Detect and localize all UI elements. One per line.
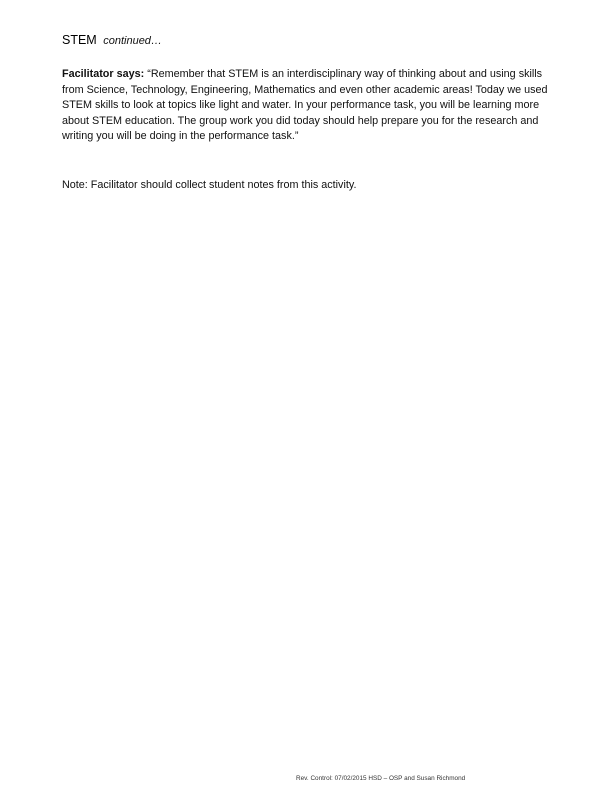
- facilitator-paragraph: [62, 67, 548, 145]
- note-paragraph: Note: Facilitator should collect student notes from this activity.: [62, 179, 357, 191]
- title-continued: continued…: [103, 35, 162, 47]
- title-main: STEM: [62, 33, 97, 47]
- facilitator-quote: “Remember that STEM is an interdisciplinary way of thinking about and using skills from Science, Technology, Engineering, Mathematics and even other academic areas! Today we used STEM skills to look at topics like light and water. In your performance task, you will be learning more about STEM education. The group work you did today should help prepare you for the research and writing you will be doing in the performance task.”: [62, 68, 548, 142]
- facilitator-says-label: Facilitator says:: [62, 68, 145, 80]
- page-title: [62, 32, 162, 49]
- revision-footer: Rev. Control: 07/02/2015 HSD – OSP and Susan Richmond: [296, 775, 466, 782]
